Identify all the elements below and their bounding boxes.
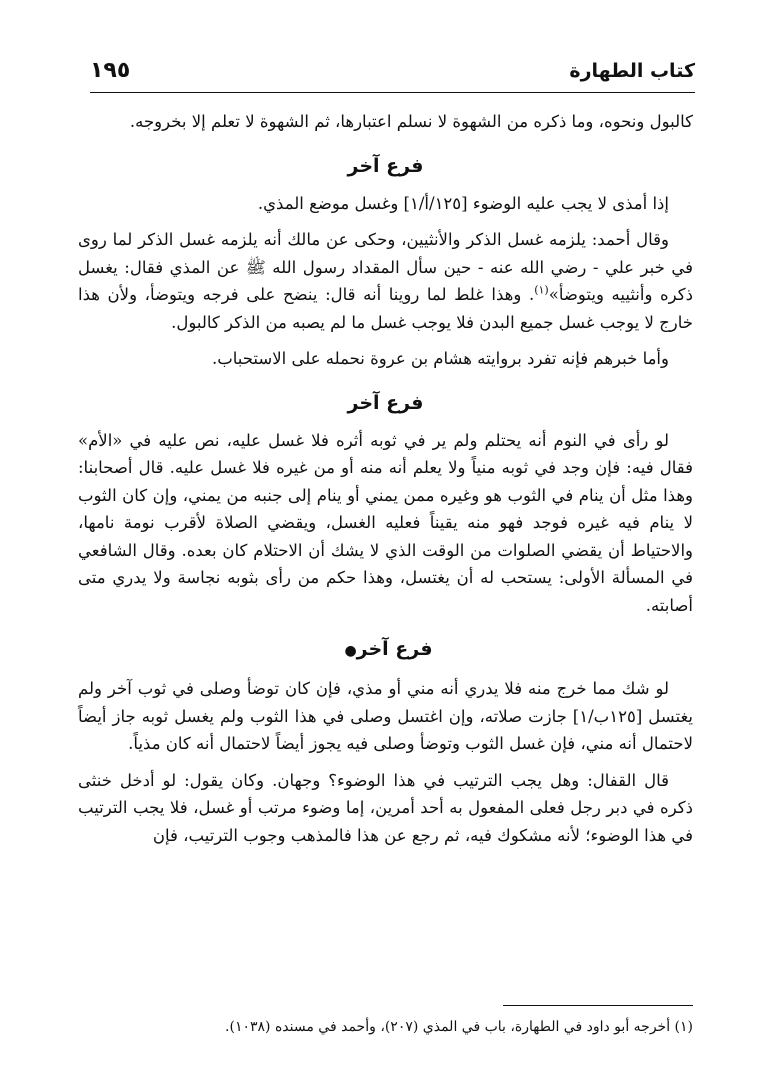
heading-text: فرع آخر (356, 638, 433, 660)
paragraph: وأما خبرهم فإنه تفرد بروايته هشام بن عروة نحمله على الاستحباب. (211, 349, 669, 368)
section-heading (78, 635, 693, 665)
footnote-divider (503, 1005, 693, 1006)
heading-text: فرع آخر (347, 391, 424, 414)
paragraph: إذا أمذى لا يجب عليه الوضوء [١٢٥/أ/١] وغسل موضع المذي. (257, 193, 669, 213)
chapter-title: كتاب الطهارة (569, 60, 695, 82)
running-header (90, 58, 695, 93)
page-number: ١٩٥ (90, 58, 131, 83)
paragraph-text: وقال أحمد: يلزمه غسل الذكر والأنثيين، وحكى عن مالك أنه يلزمه غسل الذكر لما روى في خبر علي - رضي الله عنه - حين سأل المقداد رسول الله ﷺ عن المذي فقال: يغسل ذكره وأنثييه ويتوضأ» (78, 230, 693, 304)
section-heading (78, 152, 693, 180)
paragraph: قال القفال: وهل يجب الترتيب في هذا الوضوء؟ وجهان. وكان يقول: لو أدخل خنثى ذكره في دبر رجل فعلى المفعول به أحد أمرين، إما وضوء مرتب أو غسل، فلا يجب الترتيب في هذا الوضوء؛ لأنه مشكوك فيه، ثم رجع عن هذا فالمذهب وجوب الترتيب، فإن (78, 770, 693, 845)
paragraph: لو شك مما خرج منه فلا يدري أنه مني أو مذي، فإن كان توضأ وصلى في ثوب آخر ولم يغتسل [١٢٥ب/١] جازت صلاته، وإن اغتسل وصلى في هذا الثوب ولم يغسل ثوبه جاز أيضاً لاحتمال أنه مني، فإن غسل الثوب وتوضأ وصلى فيه يجوز أيضاً لاحتمال أنه كان مذياً. (78, 679, 693, 753)
bullet-dot-icon: ● (344, 643, 357, 659)
main-text (78, 108, 693, 858)
paragraph (78, 226, 693, 336)
paragraph: لو رأى في النوم أنه يحتلم ولم ير في ثوبه أثره فلا غسل عليه، نص عليه في «الأم» فقال فيه: فإن وجد في ثوبه منياً ولا يعلم أنه منه أو من غيره فلا غسل عليه. قال أصحابنا: وهذا مثل أن ينام في الثوب هو وغيره ممن يمني أو ينام إلى جنبه من يمني، وإن كان الثوب لا ينام فيه غيره فوجد فهو منه يقيناً فعليه الغسل، ويقضي الصلاة لأقرب نومة نامها، والاحتياط أن يقضي الصلوات من الوقت الذي لا يشك أن الاحتلام كان بعده. وقال الشافعي في المسألة الأولى: يستحب له أن يغتسل، وهذا حكم من رأى بثوبه نجاسة ولا يدري متى أصابته. (78, 430, 693, 615)
section-heading (78, 389, 693, 417)
footnote: (١) أخرجه أبو داود في الطهارة، باب في المذي (٢٠٧)، وأحمد في مسنده (١٠٣٨). (225, 1019, 693, 1035)
footnote-ref[interactable]: (١) (534, 283, 549, 297)
paragraph-text: . وهذا غلط لما روينا أنه قال: ينضح على فرجه ويتوضأ، ولأن هذا خارج لا يوجب غسل جميع البدن فلا يوجب غسل ما لم يصبه من الذكر كالبول. (78, 285, 693, 332)
heading-text: فرع آخر (347, 154, 424, 177)
paragraph: كالبول ونحوه، وما ذكره من الشهوة لا نسلم اعتبارها، ثم الشهوة لا تعلم إلا بخروجه. (129, 112, 693, 131)
